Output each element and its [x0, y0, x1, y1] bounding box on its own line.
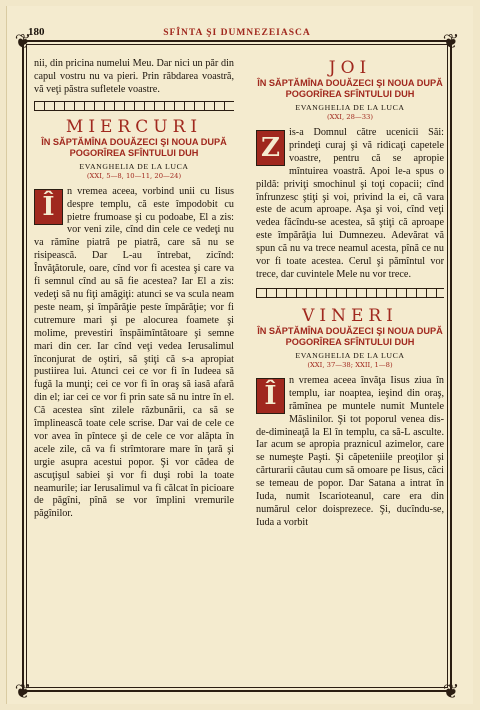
- gospel-body-text: n vremea aceea învăţa Iisus ziua în templu, iar noaptea, ieşind din oraş, rămînea pe muntele numit Muntele Măslinilor. Şi tot poporul venea dis-de-dimineaţă la El în templu, ca să-L asculte. Iar acum se apropia praznicul azimelor, care se numeşte Paşti. Şi căpeteniile preoţilor şi cărturarii căutau cum să omoare pe Iisus, căci se temeau de popor. Dar Satana a intrat în Iuda, numit Iscarioteanul, care era din numărul celor doisprezece. Şi, ducîndu-se, Iuda a vorbit: [256, 374, 444, 528]
- ornamental-divider: [34, 101, 234, 111]
- drop-cap: Î: [256, 378, 285, 414]
- gospel-title: EVANGHELIA DE LA LUCA: [295, 103, 405, 112]
- gospel-title: EVANGHELIA DE LA LUCA: [79, 161, 189, 171]
- right-column: [256, 58, 444, 530]
- day-title-wednesday: MIERCURI: [65, 116, 203, 137]
- day-title-friday: VINERI: [302, 305, 398, 326]
- day-subtitle: ÎN SĂPTĂMÎNA DOUĂZECI ŞI NOUA DUPĂ POGORÎREA SFÎNTULUI DUH: [257, 325, 443, 347]
- running-title: SFÎNTA ŞI DUMNEZEIASCA: [163, 28, 311, 38]
- corner-ornament-bottom-right: ❦: [442, 679, 460, 703]
- gospel-body-text: is-a Domnul către ucenicii Săi: prindeţi curaj şi vă ridicaţi capetele voastre, pentru că se apropie mîntuirea voastră. Apoi le-a spus o pildă: priviţi smochinul şi toţi copacii; cînd înfrunzesc ştiţi şi voi, privind la ei, că vara este de acum aproape. Aşa şi voi, cînd veţi vedea făcîndu-se acestea, să ştiţi că aproape este împărăţia lui Dumnezeu. Adevărat vă spun că nu va trece neamul acesta, pînă ce nu vor fi toate acestea. Cerul şi pămîntul vor trece, dar cuvintele Mele nu vor trece.: [256, 127, 444, 280]
- page-header: [22, 26, 452, 40]
- day-subtitle: ÎN SĂPTĂMÎNA DOUĂZECI ŞI NOUA DUPĂ POGORÎREA SFÎNTULUI DUH: [257, 78, 443, 99]
- corner-ornament-top-right: ❦: [442, 29, 460, 53]
- drop-cap: Î: [34, 189, 63, 225]
- corner-ornament-bottom-left: ❦: [14, 679, 32, 703]
- ornamental-divider: [256, 288, 444, 298]
- left-intro-text: nii, din pricina numelui Meu. Dar nici un păr din capul vostru nu va pieri. Prin răbdarea voastră, vă veţi păstra sufletele voastre.: [34, 58, 234, 95]
- gospel-reference: (XXI, 28—33): [326, 113, 374, 121]
- gospel-reference: (XXI, 37—38; XXII, 1—8): [307, 360, 393, 369]
- gospel-title: EVANGHELIA DE LA LUCA: [295, 350, 405, 360]
- gospel-body-text: n vremea aceea, vorbind unii cu Iisus despre templu, că este împodobit cu pietre frumoase şi cu podoabe, El a zis: vor veni zile, cînd din cele ce vedeţi nu va rămîne piatră pe piatră, care să nu se risipească. Dar L-au întrebat, zicînd: Învăţătorule, oare, cînd vor fi acestea şi care va fi semnul cînd au să fie acestea? Iar El a zis: vedeţi să nu fiţi amăgiţi: atunci se va scula neam peste neam, şi împărăţie peste împărăţie; vor fi cutremure mari şi pe alocurea foamete şi molime, prevestiri înspăimîntătoare şi semne mari din cer. Iar cînd veţi vedea Ierusalimul înconjurat de oştiri, să ştiţi că s-a apropiat pustiirea lui. Atunci cei ce vor fi în Iudeea să fugă la munţi; cei ce vor fi în oraş să iasă afară din el; iar cei ce vor fi prin sate să nu intre în el. Că acestea sînt zilele răzbunării, ca să se împlinească toate cele scrise. Dar vai de cele ce vor avea în pîntece şi de cele ce vor alăpta în acele zile, că va fi strîmtorare mare în ţară şi urgie asupra acestui popor. Şi vor cădea de ascuţişul sabiei şi vor fi duşi robi la toate neamurile; iar Ierusalimul va fi călcat în picioare de păgîni, pînă se vor împlini vremurile păgînilor.: [34, 185, 234, 520]
- corner-ornament-top-left: ❦: [14, 29, 32, 53]
- page-number: 180: [28, 26, 45, 38]
- day-subtitle: ÎN SĂPTĂMÎNA DOUĂZECI ŞI NOUA DUPĂ POGORÎREA SFÎNTULUI DUH: [41, 136, 227, 158]
- day-title-thursday: JOI: [328, 58, 372, 78]
- gospel-reference: (XXI, 5—8, 10—11, 20—24): [86, 171, 182, 180]
- left-column: [34, 58, 234, 521]
- drop-cap: Z: [256, 130, 285, 166]
